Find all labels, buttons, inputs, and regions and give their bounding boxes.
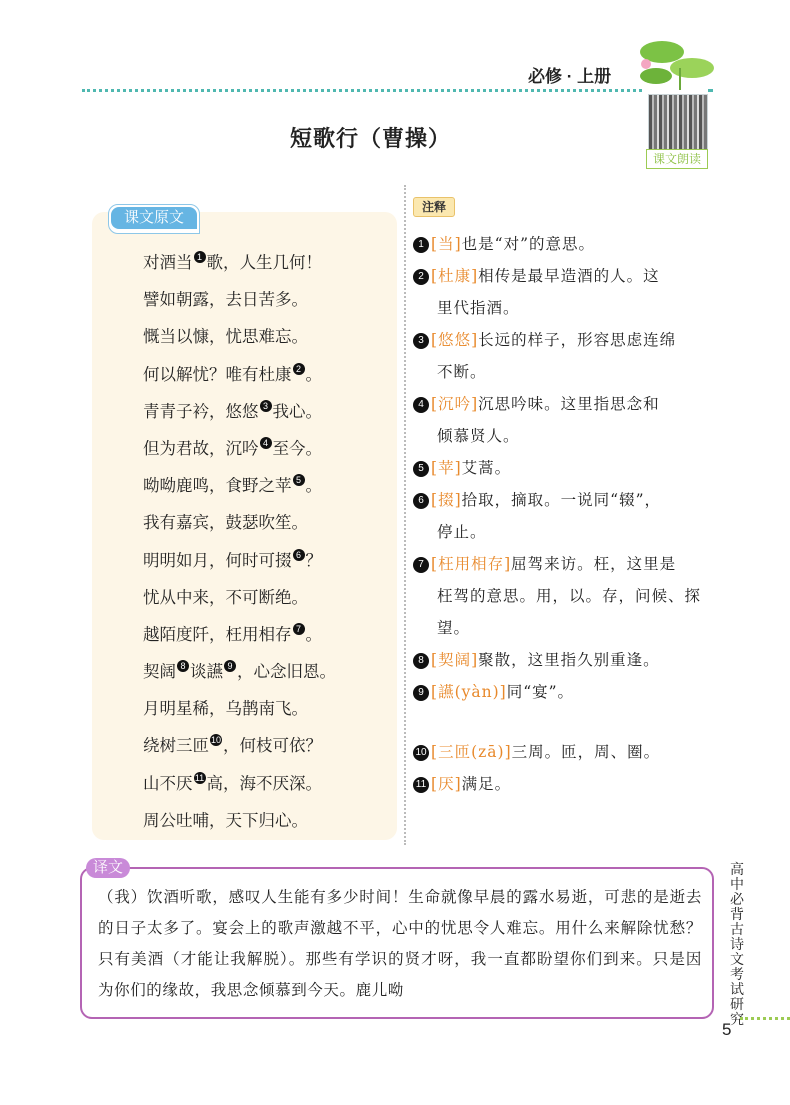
poem-line-text: 。	[305, 364, 322, 384]
bracket: [	[431, 267, 439, 285]
bracket: ]	[504, 743, 512, 761]
page-number-rule	[740, 1017, 790, 1020]
note-text: 长远的样子，形容思虑连绵	[478, 331, 677, 349]
qr-caption: 课文朗读	[646, 149, 708, 169]
poem-line-text: ？	[305, 550, 322, 570]
poem-line-text: 譬如朝露，去日苦多。	[143, 290, 308, 310]
annotation-marker: 9	[224, 660, 236, 672]
bracket: ]	[454, 459, 462, 477]
translation-text: （我）饮酒听歌，感叹人生能有多少时间！生命就像早晨的露水易逝，可悲的是逝去的日子太多了。宴会上的歌声激越不平，心中的忧思令人难忘。用什么来解除忧愁？只有美酒（才能让我解脱）。那些有学识的贤才呀，我一直都盼望你们到来。只是因为你们的缘故，我思念倾慕到今天。鹿儿呦	[98, 888, 702, 999]
note-term: 讌(yàn)	[438, 683, 500, 701]
note-text: 屈驾来访。枉，这里是	[511, 555, 677, 573]
note-text: 拾取，摘取。一说同“辍”，	[461, 491, 661, 509]
bracket: ]	[454, 491, 462, 509]
note-text: 三周。匝，周、圈。	[511, 743, 661, 761]
poem-line	[143, 324, 393, 361]
note-text: 聚散，这里指久别重逢。	[478, 651, 660, 669]
note-number: 9	[413, 685, 429, 701]
poem-line-text: 。	[305, 476, 322, 496]
annotation-marker: 3	[260, 400, 272, 412]
bracket: ]	[471, 395, 479, 413]
poem-line-text: 对酒当	[143, 253, 193, 272]
note-item	[413, 452, 713, 484]
header-divider-right	[708, 89, 710, 92]
bracket: ]	[471, 651, 479, 669]
bracket: [	[431, 743, 439, 761]
poem-line	[143, 548, 393, 585]
poem-line	[143, 473, 393, 510]
note-continuation: 停止。	[437, 523, 487, 541]
note-item	[413, 228, 713, 260]
series-title: 高中必背古诗文考试研究	[730, 861, 744, 1027]
poem-line-text: 我有嘉宾，鼓瑟吹笙。	[143, 513, 308, 533]
note-text: 相传是最早造酒的人。这	[478, 267, 660, 285]
note-term: 契阔	[438, 651, 472, 669]
poem-line-text: 明明如月，何时可掇	[143, 550, 292, 570]
poem-line	[143, 436, 393, 473]
bracket: [	[431, 651, 439, 669]
lotus-leaf-decoration	[636, 38, 716, 90]
note-term: 掇	[438, 491, 455, 509]
note-item	[413, 388, 713, 452]
poem-text	[143, 250, 393, 845]
note-text: 沉思吟味。这里指思念和	[478, 395, 660, 413]
note-term: 当	[438, 235, 455, 253]
poem-line-text: 高，海不厌深。	[206, 773, 322, 793]
poem-line-text: 月明星稀，乌鹊南飞。	[143, 699, 308, 719]
page-title: 短歌行（曹操）	[290, 127, 452, 152]
annotation-marker: 4	[260, 437, 272, 449]
note-term: 杜康	[438, 267, 472, 285]
note-term: 三匝(zā)	[438, 743, 505, 761]
bracket: ]	[499, 683, 507, 701]
header-divider	[82, 89, 642, 92]
poem-line	[143, 585, 393, 622]
annotation-marker: 7	[293, 623, 305, 635]
bracket: [	[431, 683, 439, 701]
note-term: 沉吟	[438, 395, 472, 413]
bracket: [	[431, 331, 439, 349]
poem-line-text: 慨当以慷，忧思难忘。	[143, 327, 308, 347]
note-number: 7	[413, 557, 429, 573]
poem-line-text: 。	[305, 624, 322, 644]
note-item	[413, 548, 713, 644]
note-item	[413, 484, 713, 548]
translation-tab: 译文	[86, 858, 130, 878]
note-item	[413, 324, 713, 388]
note-number: 3	[413, 333, 429, 349]
annotation-marker: 6	[293, 549, 305, 561]
poem-line	[143, 659, 393, 696]
note-number: 6	[413, 493, 429, 509]
poem-line	[143, 399, 393, 436]
poem-line-text: 绕树三匝	[143, 736, 209, 756]
note-item	[413, 736, 713, 768]
note-term: 苹	[438, 459, 455, 477]
poem-line-text: ，心念旧恩。	[237, 662, 336, 682]
note-term: 厌	[438, 775, 455, 793]
poem-line-text: 呦呦鹿鸣，食野之苹	[143, 476, 292, 496]
note-number: 4	[413, 397, 429, 413]
annotation-marker: 1	[194, 251, 206, 263]
poem-line	[143, 622, 393, 659]
note-term: 枉用相存	[438, 555, 505, 573]
note-number: 10	[413, 745, 429, 761]
annotation-marker: 5	[293, 474, 305, 486]
poem-tab-label: 课文原文	[111, 207, 197, 229]
poem-line-text: 歌，人生几何！	[206, 253, 322, 272]
note-item	[413, 260, 713, 324]
poem-line-text: 忧从中来，不可断绝。	[143, 587, 308, 607]
bracket: [	[431, 459, 439, 477]
note-continuation: 里代指酒。	[437, 299, 520, 317]
note-term: 悠悠	[438, 331, 472, 349]
note-number: 1	[413, 237, 429, 253]
bracket: [	[431, 491, 439, 509]
poem-line-text: 周公吐哺，天下归心。	[143, 810, 308, 830]
annotation-marker: 8	[177, 660, 189, 672]
poem-line	[143, 287, 393, 324]
bracket: ]	[454, 235, 462, 253]
poem-line-text: 山不厌	[143, 773, 193, 793]
poem-line	[143, 733, 393, 770]
note-text: 同“宴”。	[506, 683, 575, 701]
poem-line	[143, 771, 393, 808]
note-continuation: 枉驾的意思。用，以。存，问候、探望。	[437, 587, 702, 637]
notes-tab: 注释	[413, 197, 455, 217]
poem-line	[143, 510, 393, 547]
note-text: 艾蒿。	[461, 459, 512, 477]
qr-code[interactable]	[648, 94, 708, 150]
note-number: 5	[413, 461, 429, 477]
note-continuation: 不断。	[437, 363, 487, 381]
note-number: 11	[413, 777, 429, 793]
poem-line-text: 谈讌	[190, 662, 223, 682]
bracket: [	[431, 395, 439, 413]
poem-line	[143, 696, 393, 733]
bracket: ]	[471, 267, 479, 285]
book-label: 必修 · 上册	[528, 67, 612, 86]
note-number: 2	[413, 269, 429, 285]
notes-list	[413, 228, 713, 800]
bracket: ]	[471, 331, 479, 349]
bracket: [	[431, 555, 439, 573]
poem-line-text: 至今。	[272, 438, 322, 458]
annotation-marker: 2	[293, 363, 305, 375]
poem-line-text: 我心。	[272, 401, 322, 421]
note-text: 满足。	[461, 775, 512, 793]
poem-line-text: 契阔	[143, 662, 176, 682]
poem-tab	[108, 204, 200, 234]
bracket: ]	[454, 775, 462, 793]
note-continuation: 倾慕贤人。	[437, 427, 520, 445]
poem-line	[143, 808, 393, 845]
poem-line	[143, 250, 393, 287]
bracket: [	[431, 235, 439, 253]
note-number: 8	[413, 653, 429, 669]
poem-line-text: 但为君故，沉吟	[143, 438, 259, 458]
annotation-marker: 11	[194, 772, 205, 783]
poem-line-text: ，何枝可依？	[223, 736, 322, 756]
poem-line-text: 越陌度阡，枉用相存	[143, 624, 292, 644]
page-number: 5	[722, 1020, 732, 1039]
poem-line	[143, 362, 393, 399]
note-text: 也是“对”的意思。	[461, 235, 595, 253]
note-item	[413, 768, 713, 800]
annotation-marker: 10	[210, 735, 221, 746]
bracket: [	[431, 775, 439, 793]
column-divider	[404, 185, 406, 845]
poem-line-text: 何以解忧？唯有杜康	[143, 364, 292, 384]
note-item	[413, 676, 713, 708]
bracket: ]	[504, 555, 512, 573]
poem-line-text: 青青子衿，悠悠	[143, 401, 259, 421]
note-item	[413, 644, 713, 676]
